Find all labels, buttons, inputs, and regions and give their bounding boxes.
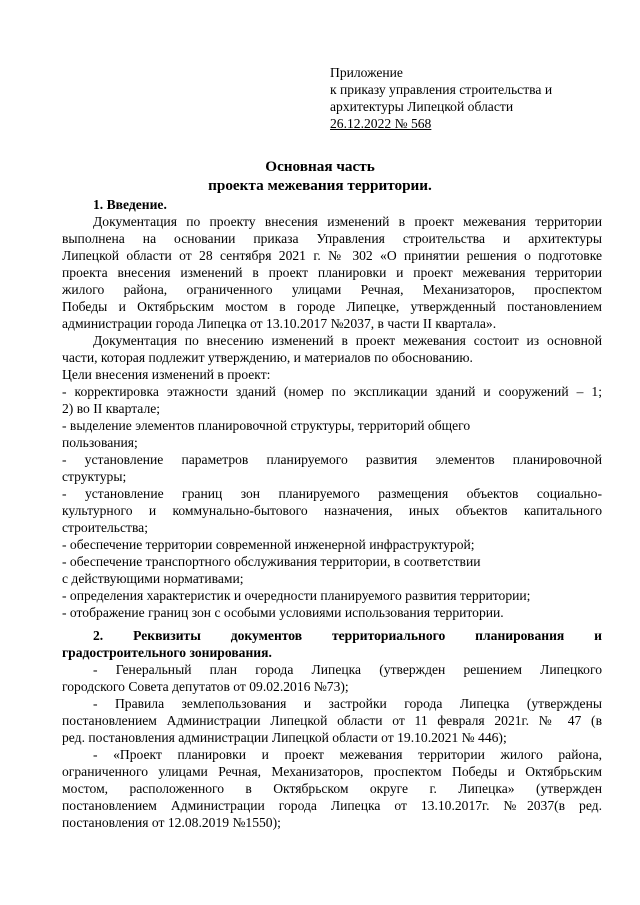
para1-line: администрации города Липецка от 13.10.2017 №2037, в части II квартала». [62,316,497,331]
para1-line: Документация по проекту внесения изменений в проект межевания территории [93,214,602,229]
section2-heading-cont: градостроительного зонирования. [62,645,272,660]
document-title-line2: проекта межевания территории. [208,177,432,194]
requisite-item: ред. постановления администрации Липецкой области от 19.10.2021 № 446); [62,730,507,745]
goal-item: пользования; [62,435,138,450]
header-appendix: Приложение [330,65,403,80]
para1-line: Липецкой области от 28 сентября 2021 г. № 302 «О принятии решения о подготовке [62,248,602,263]
goal-item: структуры; [62,469,127,484]
requisite-item: постановлением Администрации города Липецка от 13.10.2017г. №2037(в ред. [62,798,602,813]
goal-item: строительства; [62,520,148,535]
para1-line: Победы и Октябрьским мостом в городе Липецке, утвержденный постановлением [62,299,602,314]
requisite-item: мостом, расположенного в Октябрьском округе г. Липецка» (утвержден [62,781,602,796]
goal-item: - установление границ зон планируемого размещения объектов социально- [62,486,602,501]
requisite-item: - Генеральный план города Липецка (утвержден решением Липецкого [93,662,602,677]
para1-line: жилого района, ограниченного улицами Речная, Механизаторов, проспектом [62,282,602,297]
header-order-line: к приказу управления строительства и [330,82,553,97]
requisite-item: - «Проект планировки и проект межевания территории жилого района, [93,747,602,762]
requisite-item: постановлением Администрации Липецкой области от 11 февраля 2021г. № 47 (в [62,713,602,728]
goal-item: - обеспечение территории современной инженерной инфраструктурой; [62,537,475,552]
para1-line: проекта внесения изменений в проект планировки и проект межевания территории [62,265,602,280]
section1-heading: 1. Введение. [93,197,167,212]
goal-item: - установление параметров планируемого развития элементов планировочной [62,452,602,467]
para2-line: Документация по внесению изменений в проект межевания состоит из основной [93,333,602,348]
goal-item: - обеспечение транспортного обслуживания территории, в соответствии [62,554,481,569]
para1-line: выполнена на основании приказа Управления строительства и архитектуры [62,231,602,246]
section2-heading: 2. Реквизиты документов территориального планирования и [93,628,602,643]
document-title-line1: Основная часть [265,158,375,175]
para2-line: части, которая подлежит утверждению, и материалов по обоснованию. [62,350,473,365]
goals-intro: Цели внесения изменений в проект: [62,367,271,382]
goal-item: культурного и коммунально-бытового назначения, иных объектов капитального [62,503,602,518]
goal-item: - отображение границ зон с особыми условиями использования территории. [62,605,504,620]
goal-item: с действующими нормативами; [62,571,244,586]
header-authority-line: архитектуры Липецкой области [330,99,514,114]
goal-item: - определения характеристик и очередности планируемого развития территории; [62,588,531,603]
goal-item: 2) во II квартале; [62,401,161,416]
header-date-number: 26.12.2022 № 568 [330,116,432,131]
requisite-item: постановления от 12.08.2019 №1550); [62,815,281,830]
requisite-item: - Правила землепользования и застройки города Липецка (утверждены [93,696,602,711]
requisite-item: ограниченного улицами Речная, Механизаторов, проспектом Победы и Октябрьским [62,764,602,779]
requisite-item: городского Совета депутатов от 09.02.2016 №73); [62,679,349,694]
goal-item: - корректировка этажности зданий (номер по экспликации зданий и сооружений – 1; [62,384,602,399]
goal-item: - выделение элементов планировочной структуры, территорий общего [62,418,471,433]
